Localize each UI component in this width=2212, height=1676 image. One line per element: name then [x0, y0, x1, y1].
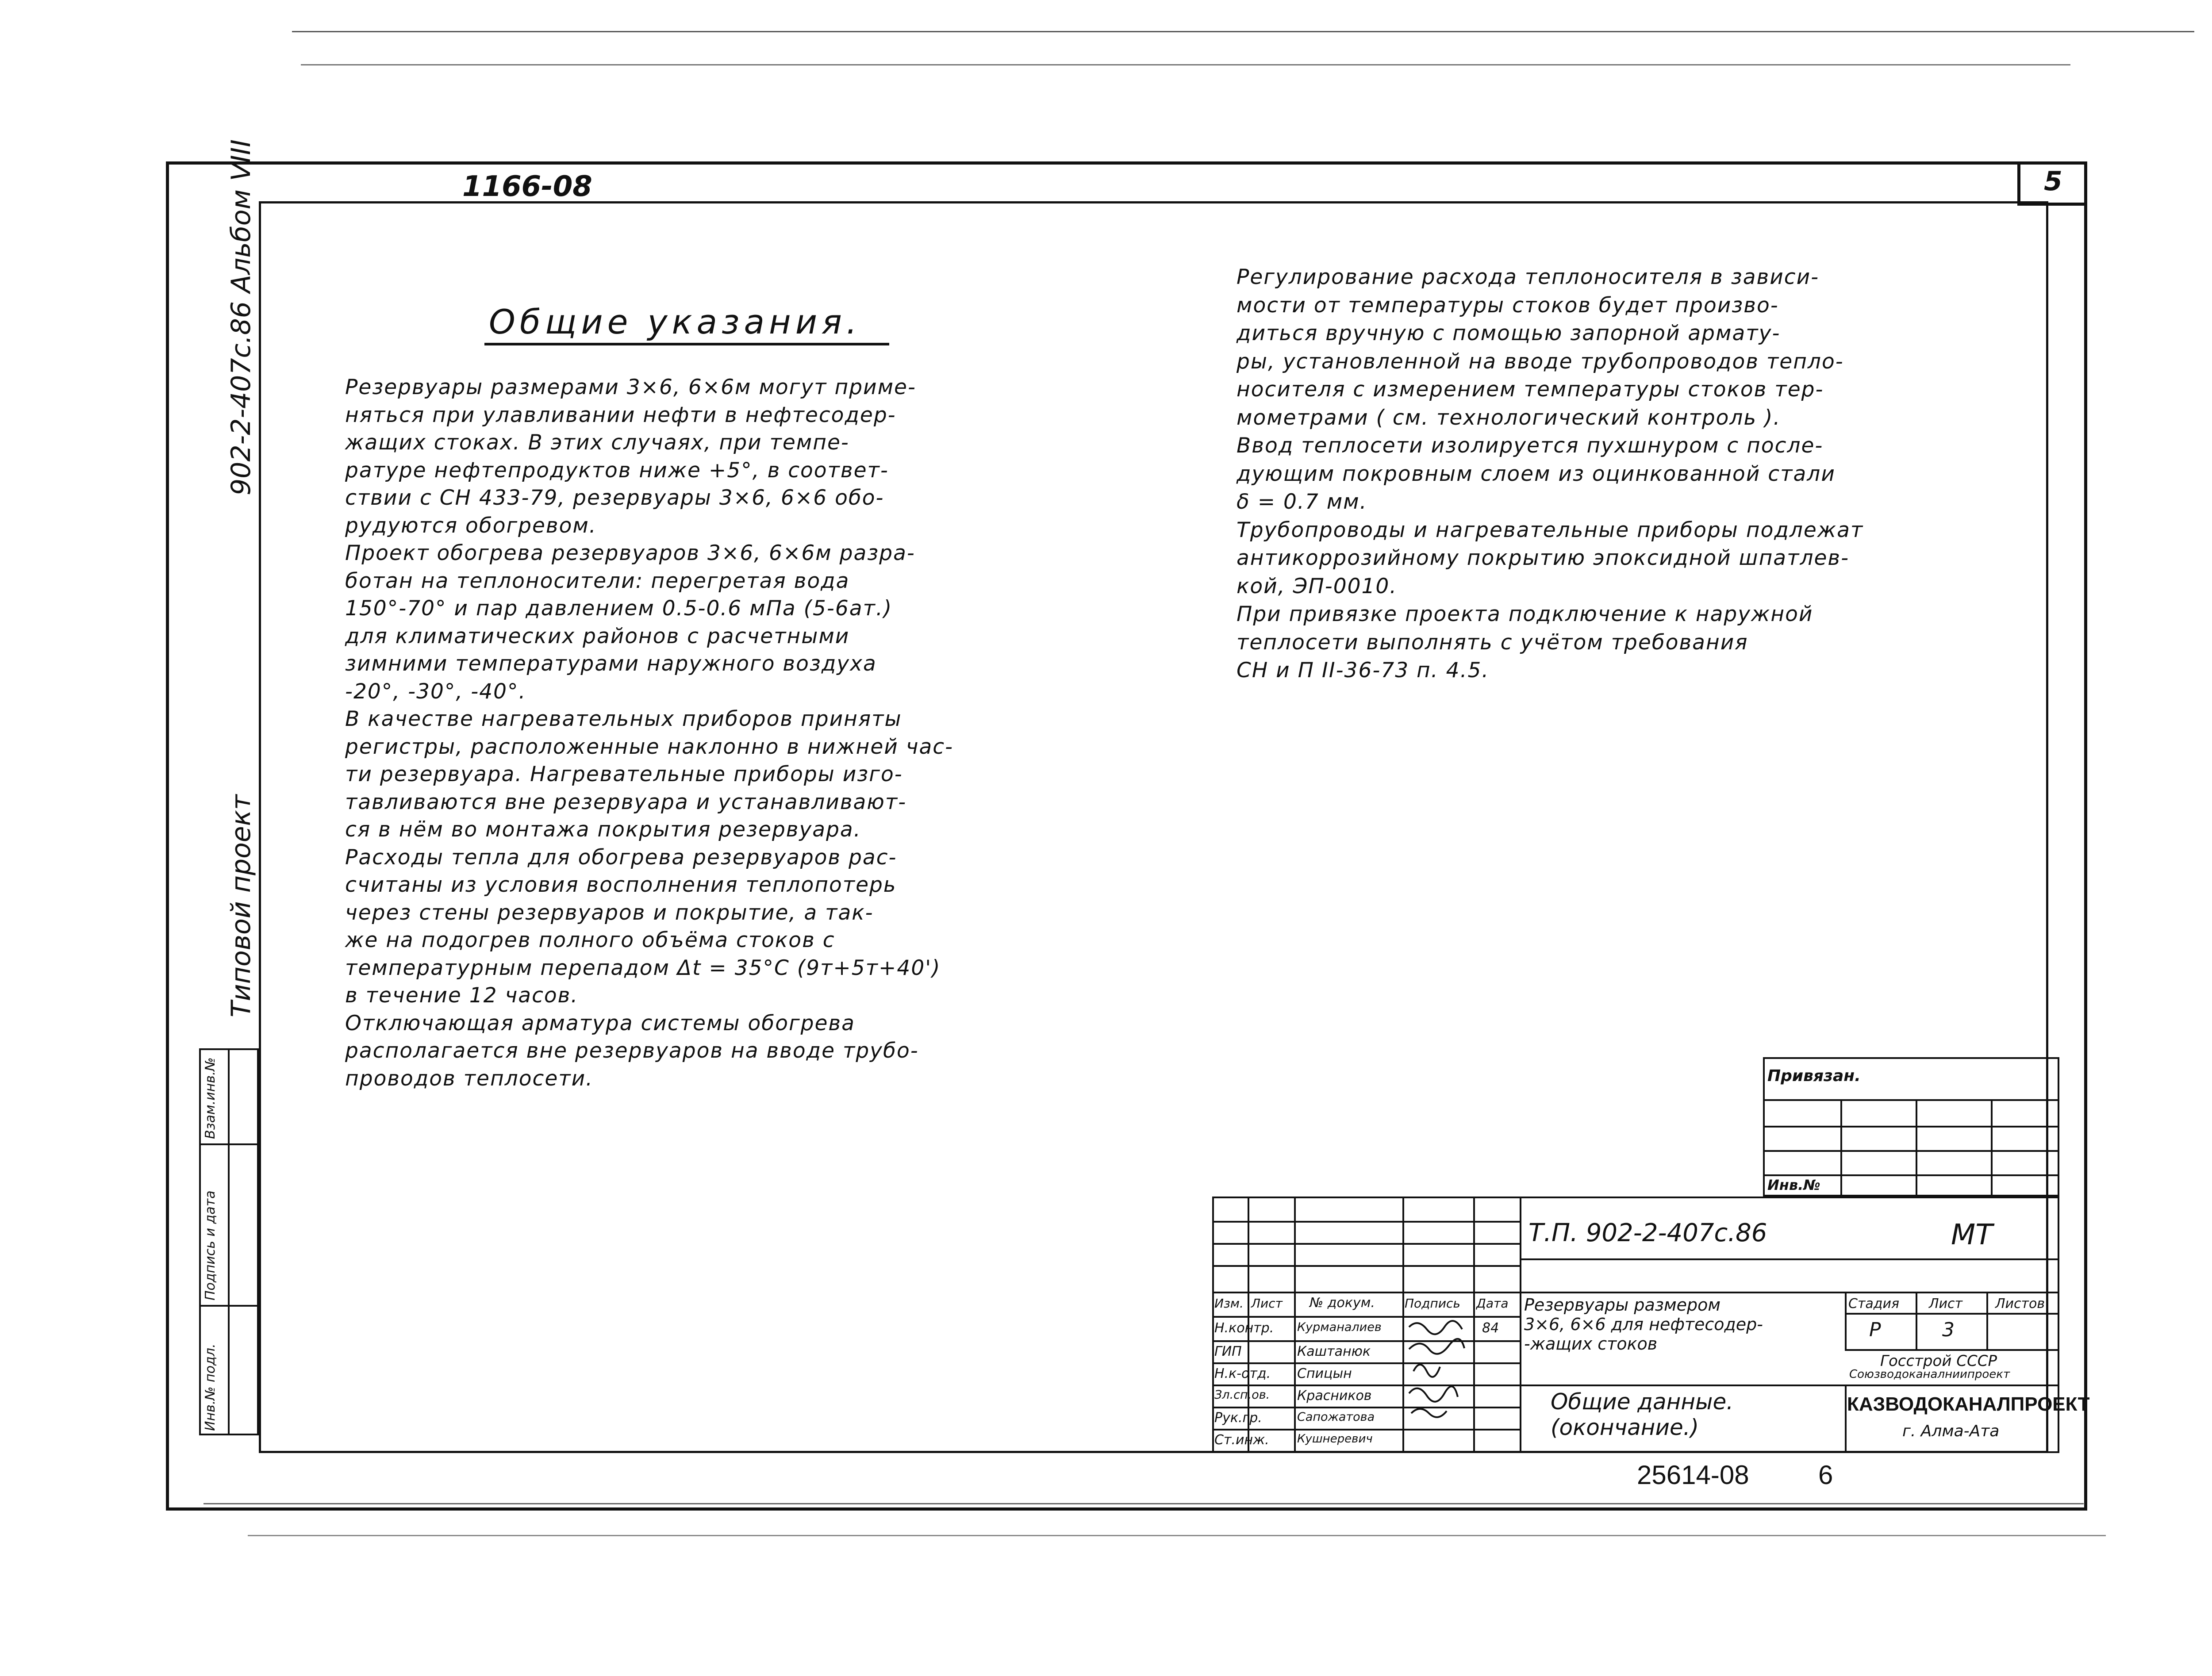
tb-col — [1294, 1197, 1296, 1453]
tb-role: Рук.гр. — [1214, 1410, 1262, 1426]
tb-org-name: КАЗВОДОКАНАЛПРОЕКТ — [1847, 1393, 2090, 1415]
signatures — [1405, 1314, 1475, 1431]
sheet-number: 5 — [2044, 166, 2062, 197]
tb-row — [1212, 1292, 2059, 1293]
tb-code: МТ — [1951, 1219, 1993, 1251]
tb-role: ГИП — [1214, 1344, 1242, 1359]
tb-col — [1986, 1292, 1988, 1349]
title-underline — [484, 343, 889, 345]
binding-row — [1763, 1150, 2059, 1152]
binding-row — [1763, 1174, 2059, 1176]
tb-col — [1916, 1292, 1917, 1349]
tb-col-header: Дата — [1476, 1296, 1509, 1311]
margin-box-label: Подпись и дата — [203, 1190, 218, 1300]
tb-org-line2: Союзводоканалниипроект — [1849, 1368, 2010, 1381]
margin-box-label: Инв.№ подл. — [203, 1343, 218, 1431]
binding-row — [1763, 1126, 2059, 1128]
tb-org-line1: Госстрой СССР — [1880, 1352, 1997, 1370]
document-code: 1166-08 — [462, 170, 592, 203]
tb-name: Красников — [1297, 1388, 1372, 1404]
tb-row — [1845, 1313, 2059, 1315]
tb-row — [1212, 1385, 2059, 1386]
tb-row — [1845, 1349, 2059, 1351]
tb-role: Ст.инж. — [1214, 1432, 1269, 1448]
tb-sheet-label: Лист — [1929, 1296, 1963, 1312]
tb-name: Курманалиев — [1297, 1320, 1382, 1334]
page-title: Общие указания. — [489, 302, 861, 341]
tb-designation: Т.П. 902-2-407с.86 — [1528, 1219, 1767, 1247]
tb-stage-label: Стадия — [1848, 1296, 1900, 1312]
margin-stamp-divider — [199, 1143, 259, 1145]
tb-col — [1845, 1385, 1847, 1453]
album-label: 902-2-407с.86 Альбом VIII — [226, 139, 257, 495]
left-column-text: Резервуары размерами 3×6, 6×6м могут приме- няться при улавливании нефти в нефтесодер- жащих стоках. В этих случаях, при темпе- ратуре нефтепродуктов ниже +5°, в соответ- ствии с СН 433-79, резервуары 3×6, 6×6 обо- рудуются обогревом. Проект обогрева резервуаров 3×6, 6×6м разра- ботан на теплоносители: перегретая вода 150°-70° и пар давлением 0.5-0.6 мПа (5-6ат.) для климатических районов с расчетными зимними температурами наружного воздуха -20°, -30°, -40°. В качестве нагревательных приборов приняты регистры, расположенные наклонно в нижней час- ти резервуара. Нагревательные приборы изго- тавливаются вне резервуара и устанавливают- ся в нём во монтажа покрытия резервуара. Расходы тепла для обогрева резервуаров рас- считаны из условия восполнения теплопотерь через стены резервуаров и покрытие, а так- же на подогрев полного объёма стоков с температурным перепадом Δt = 35°С (9т+5т+40') в течение 12 часов. Отключающая арматура системы обогрева располагается вне резервуаров на вводе трубо- проводов теплосети. — [345, 375, 954, 1091]
tb-col — [1520, 1197, 1521, 1453]
tb-row — [1520, 1258, 2059, 1260]
tb-sheets-label: Листов — [1995, 1296, 2045, 1312]
scan-line — [292, 31, 2194, 32]
footer-page: 6 — [1818, 1460, 1833, 1490]
tb-name: Кушнеревич — [1297, 1432, 1373, 1446]
tb-stage: Р — [1869, 1319, 1881, 1341]
scan-line — [248, 1535, 2106, 1536]
tb-role: Зл.сп.ов. — [1214, 1388, 1270, 1402]
margin-stamp-divider — [228, 1048, 230, 1435]
scan-line — [301, 64, 2070, 65]
binding-title: Привязан. — [1767, 1067, 1861, 1085]
scan-line — [204, 1503, 2084, 1504]
tb-row — [1212, 1265, 1520, 1267]
tb-org-city: г. Алма-Ата — [1902, 1422, 2000, 1440]
footer-number: 25614-08 — [1637, 1460, 1749, 1490]
tb-role: Н.контр. — [1214, 1320, 1274, 1336]
project-type-label: Типовой проект — [226, 794, 257, 1017]
tb-col-header: № докум. — [1310, 1295, 1375, 1311]
tb-sheet-title: Общие данные. (окончание.) — [1551, 1389, 1734, 1440]
tb-object-title: Резервуары размером 3×6, 6×6 для нефтесодер- -жащих стоков — [1524, 1295, 1763, 1354]
tb-row — [1212, 1221, 1520, 1223]
tb-name: Спицын — [1297, 1366, 1352, 1381]
tb-name: Сапожатова — [1297, 1410, 1375, 1424]
tb-sheet: 3 — [1942, 1319, 1955, 1341]
right-column-text: Регулирование расхода теплоносителя в зависи- мости от температуры стоков будет произво- диться вручную с помощью запорной армату- ры, установленной на вводе трубопроводов тепло- носителя с измерением температуры стоков тер- мометрами ( см. технологический контроль ). Ввод теплосети изолируется пухшнуром с после- дующим покровным слоем из оцинкованной стали δ = 0.7 мм. Трубопроводы и нагревательные приборы подлежат антикоррозийному покрытию эпоксидной шпатлев- кой, ЭП-0010. При привязке проекта подключение к наружной теплосети выполнять с учётом требования СН и П II-36-73 п. 4.5. — [1237, 265, 1864, 683]
tb-col-header: Лист — [1251, 1296, 1283, 1311]
binding-col — [1916, 1099, 1917, 1197]
tb-role: Н.к-отд. — [1214, 1366, 1271, 1381]
binding-col — [1840, 1099, 1842, 1197]
binding-col — [1991, 1099, 1993, 1197]
tb-col-header: Подпись — [1405, 1296, 1460, 1311]
tb-row — [1212, 1243, 1520, 1245]
tb-name: Каштанюк — [1297, 1344, 1371, 1359]
margin-stamp-divider — [199, 1305, 259, 1307]
tb-col — [1845, 1292, 1847, 1349]
tb-date: 84 — [1482, 1320, 1499, 1336]
binding-row — [1763, 1099, 2059, 1101]
tb-col — [1402, 1197, 1404, 1453]
binding-inv-label: Инв.№ — [1767, 1177, 1820, 1193]
tb-col-header: Изм. — [1214, 1296, 1244, 1311]
margin-box-label: Взам.инв.№ — [203, 1057, 218, 1139]
